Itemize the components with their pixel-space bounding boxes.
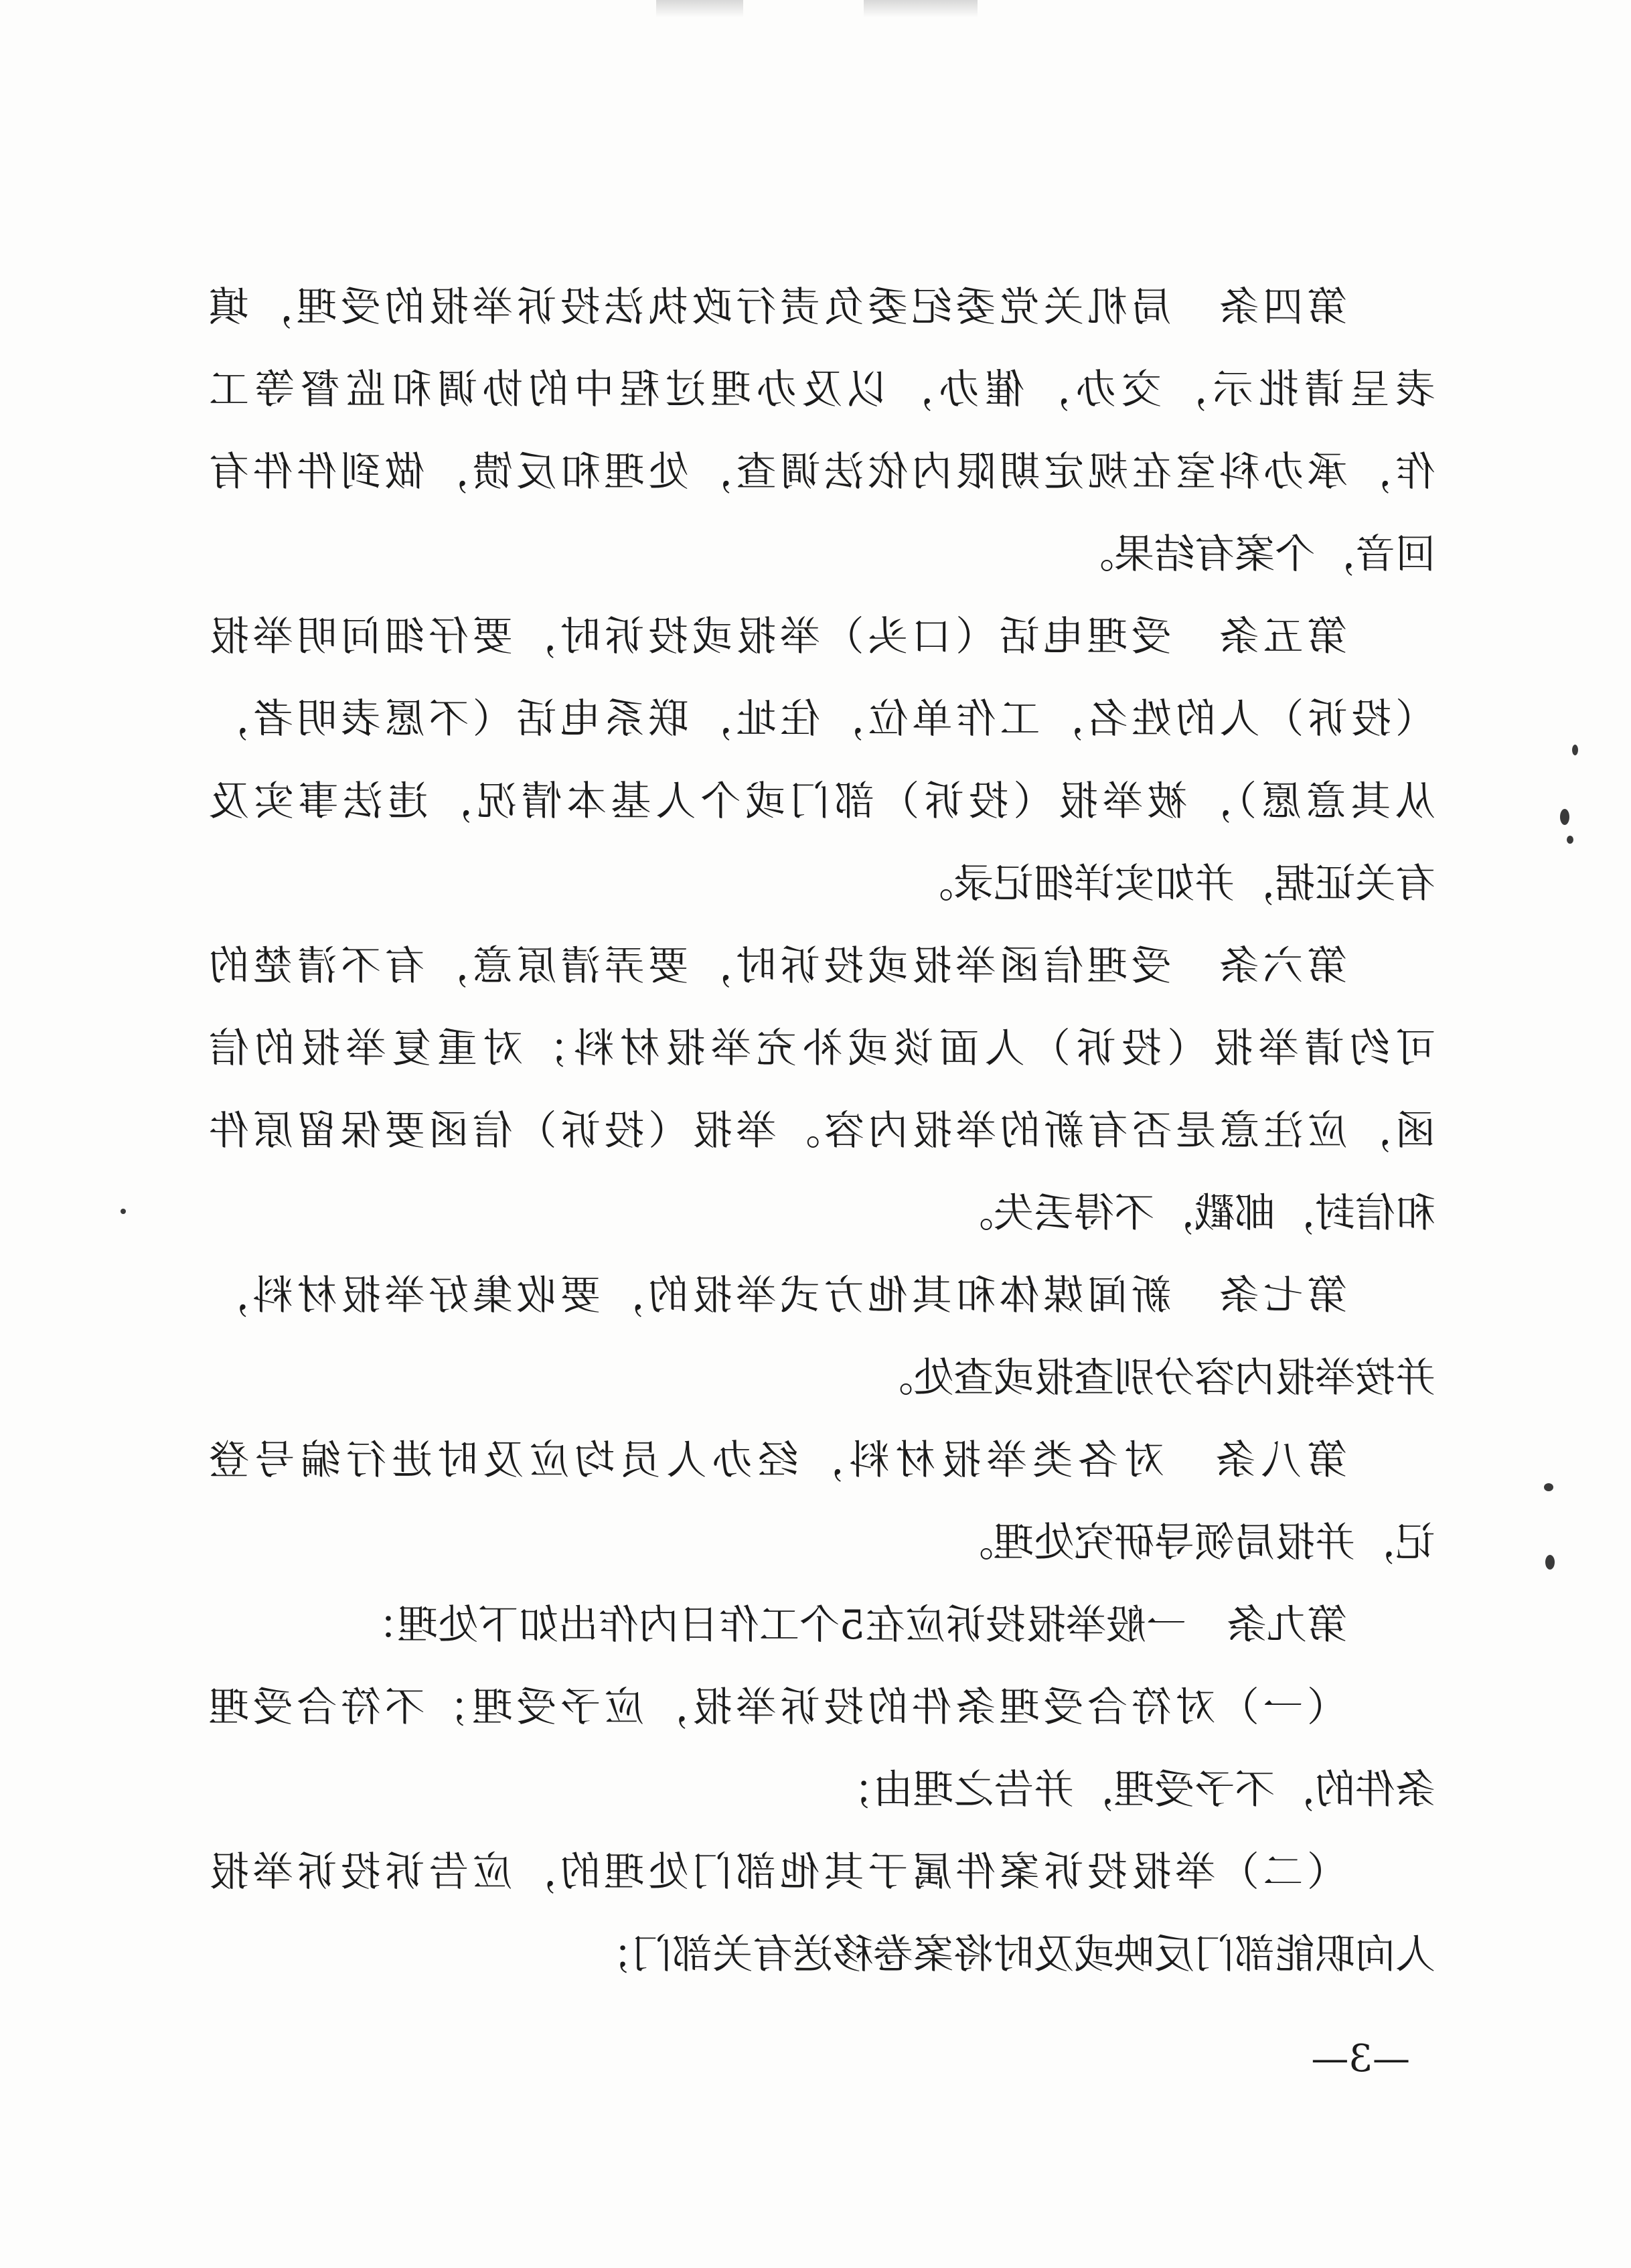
scan-speck [1560,809,1569,825]
scan-speck [1572,745,1578,755]
paragraph-line: 记，并报局领导研究处理。 [953,1519,1435,1566]
paragraph-line: 人向职能部门反映或及时将案卷移送有关部门； [592,1931,1435,1978]
paragraph-line: 第五条 受理电话（口头）举报或投诉时，要仔细问明举报 [209,613,1347,660]
paragraph-line: 从其意愿），被举报（投诉）部门或个人基本情况，违法事实及 [209,778,1435,825]
paragraph-line: 第六条 受理信函举报或投诉时，要弄清原意，有不清楚的 [209,943,1347,990]
paragraph-line: 作，承办科室在规定期限内依法调查，处理和反馈，做到件件有 [209,449,1435,496]
body-text [209,267,1435,1996]
paragraph-line: 第九条 一般举报投诉应在5个工作日内作出如下处理： [357,1602,1347,1649]
paragraph-line: （一）对符合受理条件的投诉举报，应予受理；不符合受理 [209,1684,1347,1731]
paragraph-line: 有关证据，并如实详细记录。 [913,860,1435,907]
paragraph-line: 第四条 局机关党委纪委负责行政执法投诉举报的受理，填 [209,284,1347,331]
scan-speck [1544,1483,1553,1491]
scan-speck [1567,836,1573,844]
paragraph-line: 第七条 新闻媒体和其他方式举报的，要收集好举报材料， [209,1272,1347,1319]
paragraph-line: 函，应注意是否有新的举报内容。举报（投诉）信函要保留原件 [209,1108,1435,1154]
paragraph-line: 条件的，不予受理，并告之理由； [833,1766,1435,1813]
paragraph-line: （二）举报投诉案件属于其他部门处理的，应告诉投诉举报 [209,1849,1347,1896]
paragraph-line: 和信封，邮戳，不得丢失。 [953,1190,1435,1237]
scan-speck [1545,1555,1555,1570]
page-number: —3— [1311,2037,1410,2081]
paragraph-line: 并按举报内容分别查报或查处。 [873,1355,1435,1402]
paragraph-line: 第八条 对各类举报材料，经办人员均应及时进行编号登 [209,1437,1347,1484]
paragraph-line: 可约请举报（投诉）人面谈或补充举报材料；对重复举报的信 [209,1025,1435,1072]
paragraph-line: 回音，个案有结果。 [1074,531,1435,578]
paragraph-line: 表呈请批示，交办，催办，以及办理过程中的协调和监督等工 [209,366,1435,413]
paragraph-line: （投诉）人的姓名，工作单位，住址，联系电话（不愿表明者， [209,696,1435,743]
scan-speck [121,1209,126,1214]
